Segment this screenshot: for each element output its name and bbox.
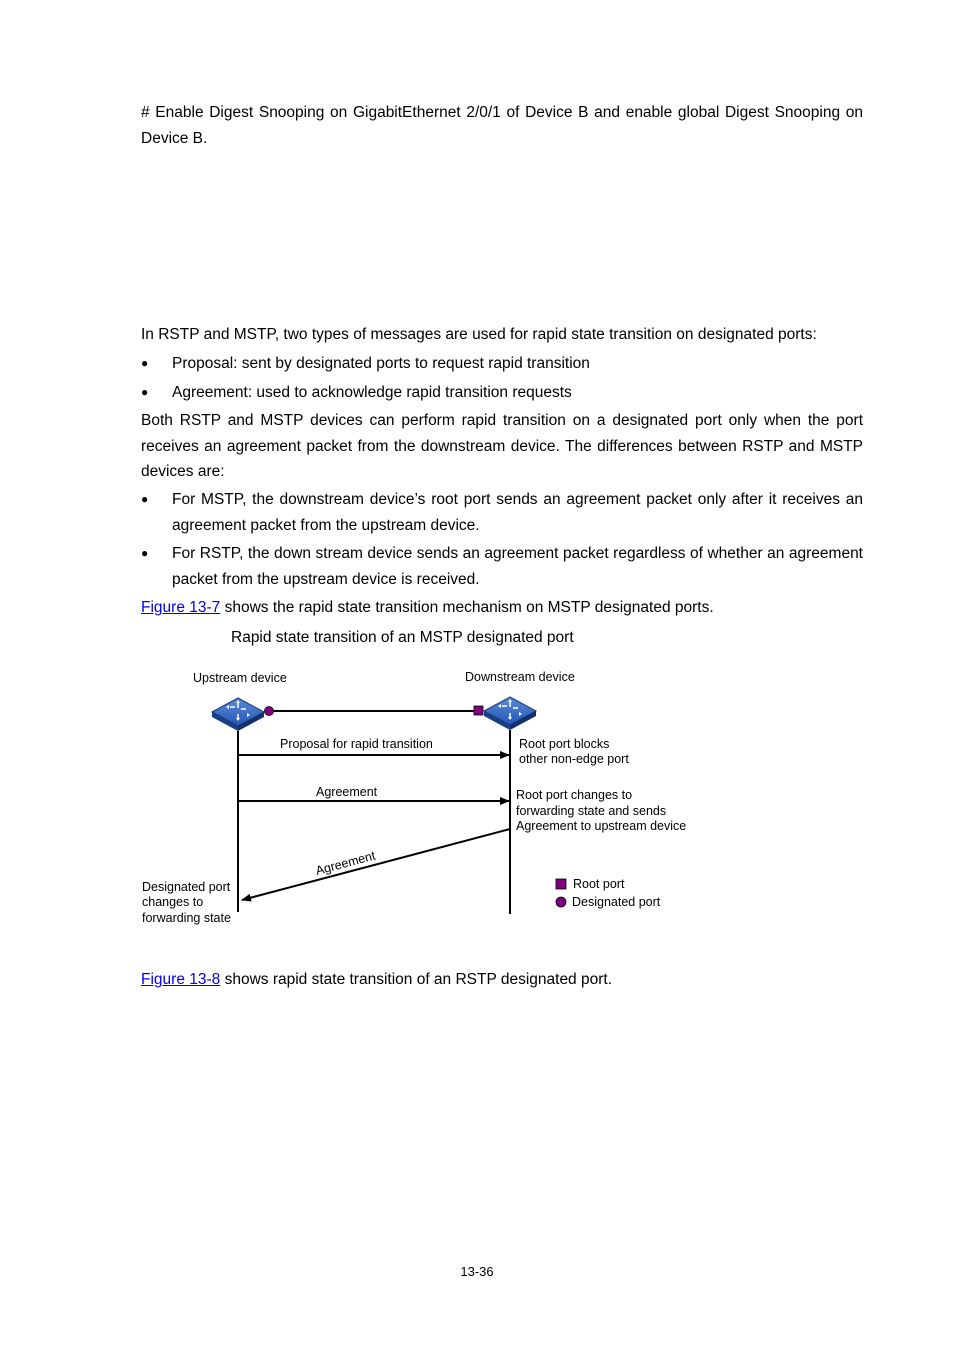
designated-port-marker — [265, 707, 274, 716]
bullet-text: Agreement: used to acknowledge rapid transition requests — [172, 384, 572, 401]
figure-reference-text: shows rapid state transition of an RSTP designated port. — [220, 971, 613, 988]
root-changes-line-3: Agreement to upstream device — [516, 819, 687, 833]
root-changes-line-2: forwarding state and sends — [516, 804, 667, 818]
upstream-device-label: Upstream device — [193, 671, 287, 685]
bullet-dot: ● — [141, 546, 149, 560]
designated-changes-line-2: changes to — [142, 895, 204, 909]
legend-designated-port-label: Designated port — [572, 895, 661, 909]
root-blocks-line-1: Root port blocks — [519, 737, 610, 751]
figure-caption: Rapid state transition of an MSTP designated port — [231, 629, 574, 646]
legend-designated-port-icon — [556, 897, 566, 907]
differences-paragraph: Both RSTP and MSTP devices can perform rapid transition on a designated port only when the port receives an agreement packet from the downstream device. The differences between RSTP and MSTP devices are: — [141, 412, 863, 480]
figure-reference-text: shows the rapid state transition mechanism on MSTP designated ports. — [220, 599, 714, 616]
bullet-dot: ● — [141, 356, 149, 370]
agreement-arrow-2 — [242, 829, 510, 900]
designated-changes-line-1: Designated port — [142, 880, 231, 894]
root-port-marker — [474, 706, 483, 715]
bullet-text: Proposal: sent by designated ports to request rapid transition — [172, 355, 590, 372]
bullet-dot: ● — [141, 492, 149, 506]
figure-13-7-link[interactable]: Figure 13-7 — [141, 599, 221, 616]
page-number: 13-36 — [460, 1264, 494, 1279]
upstream-switch-icon — [212, 698, 264, 731]
bullet-text: For MSTP, the downstream device’s root port sends an agreement packet only after it receives an agreement packet from the upstream device. — [172, 491, 863, 534]
agreement-label-1: Agreement — [316, 785, 378, 799]
intro-paragraph: # Enable Digest Snooping on GigabitEthernet 2/0/1 of Device B and enable global Digest Snooping on Device B. — [141, 104, 863, 147]
agreement-label-2: Agreement — [314, 848, 377, 878]
designated-changes-line-3: forwarding state — [142, 911, 231, 925]
downstream-switch-icon — [484, 697, 536, 730]
bullet-text: For RSTP, the down stream device sends an agreement packet regardless of whether an agreement packet from the upstream device is received. — [172, 545, 863, 588]
root-changes-line-1: Root port changes to — [516, 788, 633, 802]
figure-13-8-link[interactable]: Figure 13-8 — [141, 971, 221, 988]
legend-root-port-icon — [556, 879, 566, 889]
downstream-device-label: Downstream device — [465, 670, 575, 684]
figure-reference-2 — [141, 967, 863, 993]
rstp-mstp-intro-paragraph: In RSTP and MSTP, two types of messages are used for rapid state transition on designated ports: — [141, 326, 817, 343]
bullet-dot: ● — [141, 385, 149, 399]
root-blocks-line-2: other non-edge port — [519, 752, 629, 766]
legend-root-port-label: Root port — [573, 877, 625, 891]
proposal-label: Proposal for rapid transition — [280, 737, 433, 751]
